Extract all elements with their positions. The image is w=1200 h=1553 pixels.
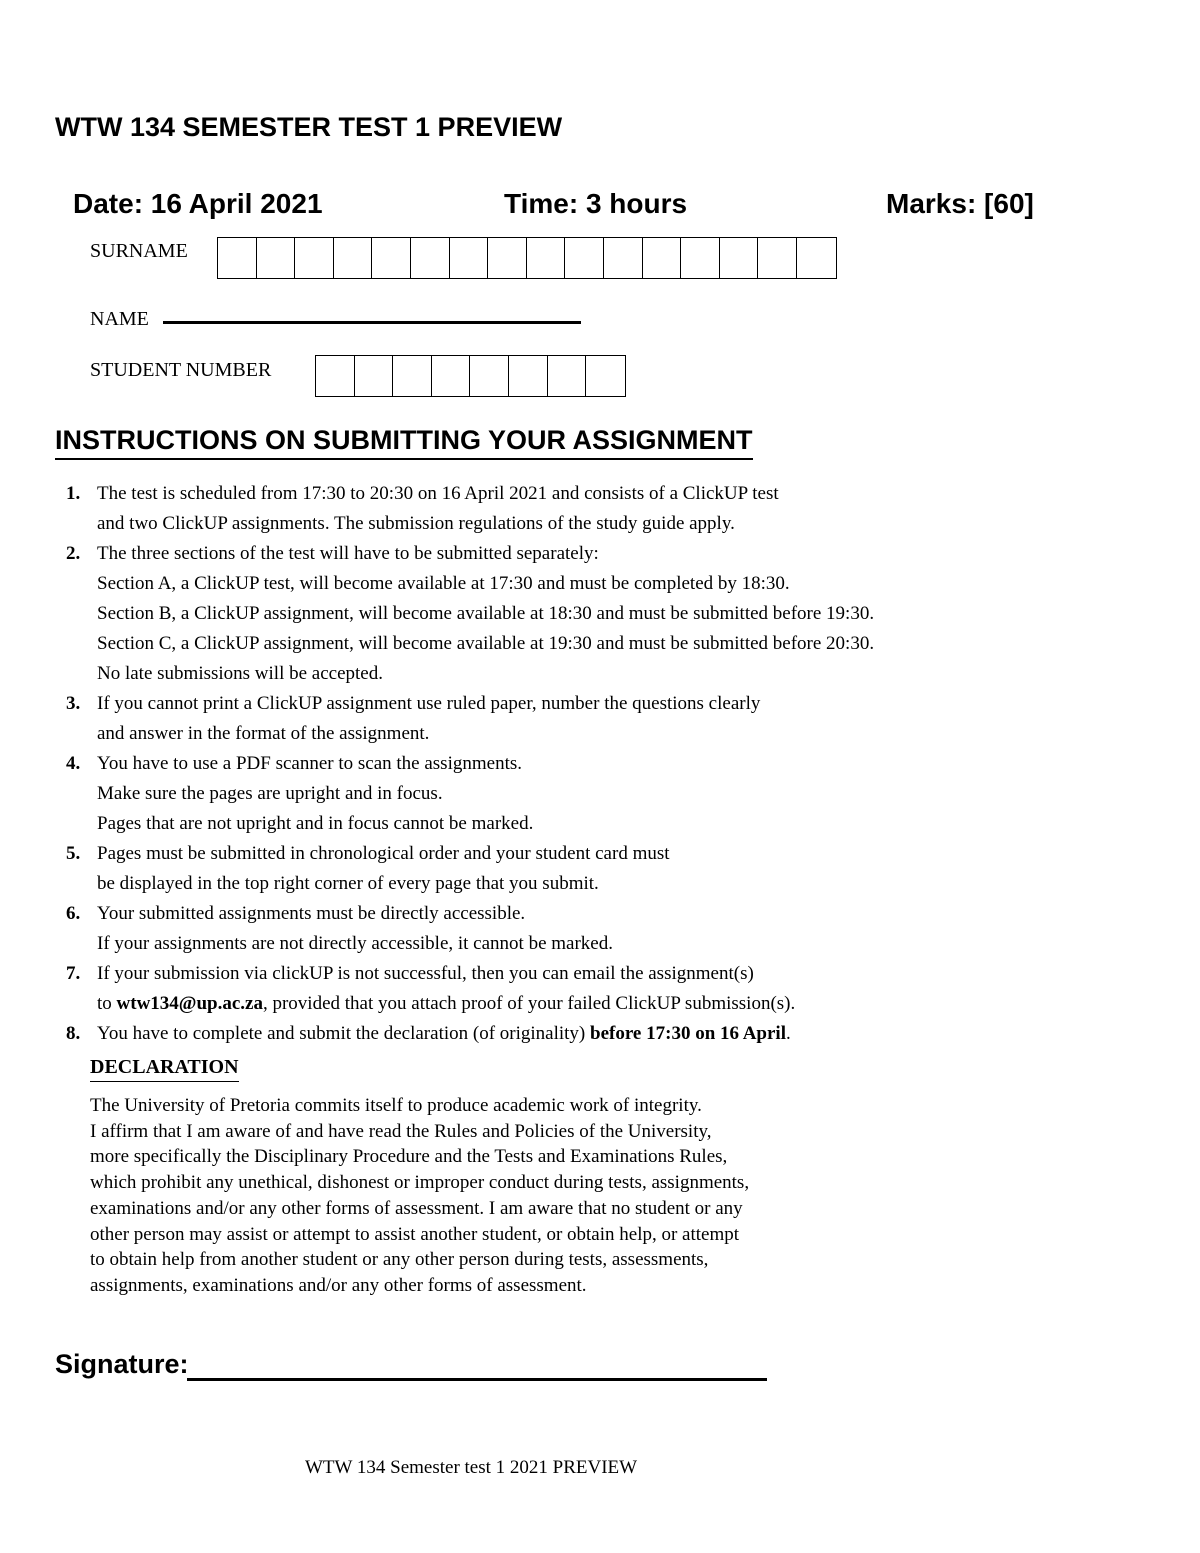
instruction-line: If your submission via clickUP is not successful, then you can email the assignment(s) <box>97 963 754 984</box>
instruction-number: 8. <box>66 1023 81 1044</box>
declaration-line: other person may assist or attempt to assist another student, or obtain help, or attempt <box>90 1223 740 1245</box>
instruction-line: Section C, a ClickUP assignment, will become available at 19:30 and must be submitted before 20:30. <box>97 633 875 654</box>
surname-char-box[interactable] <box>758 238 797 278</box>
declaration-line: which prohibit any unethical, dishonest or improper conduct during tests, assignments, <box>90 1172 750 1194</box>
page-title: WTW 134 SEMESTER TEST 1 PREVIEW <box>55 112 563 142</box>
declaration-heading: DECLARATION <box>90 1056 239 1082</box>
surname-char-box[interactable] <box>295 238 334 278</box>
declaration-line: to obtain help from another student or any other person during tests, assessments, <box>90 1249 709 1271</box>
student-number-digit-box[interactable] <box>509 356 548 396</box>
instruction-line: Your submitted assignments must be directly accessible. <box>97 903 526 924</box>
instruction-number: 5. <box>66 843 81 864</box>
student-number-digit-box[interactable] <box>355 356 394 396</box>
emphasis-text: before 17:30 on 16 April <box>590 1023 786 1044</box>
instruction-line: and answer in the format of the assignment. <box>97 723 430 744</box>
surname-input-boxes[interactable] <box>217 237 837 279</box>
instruction-line: You have to use a PDF scanner to scan the assignments. <box>97 753 522 774</box>
instruction-line: Section A, a ClickUP test, will become available at 17:30 and must be completed by 18:30. <box>97 573 790 594</box>
instruction-line: be displayed in the top right corner of every page that you submit. <box>97 873 599 894</box>
instruction-line: If your assignments are not directly accessible, it cannot be marked. <box>97 933 613 954</box>
student-number-label: STUDENT NUMBER <box>90 359 272 381</box>
surname-label: SURNAME <box>90 240 188 262</box>
surname-char-box[interactable] <box>565 238 604 278</box>
surname-char-box[interactable] <box>681 238 720 278</box>
surname-char-box[interactable] <box>450 238 489 278</box>
instruction-line: You have to complete and submit the declaration (of originality) before 17:30 on 16 April. <box>97 1023 791 1044</box>
surname-char-box[interactable] <box>257 238 296 278</box>
instruction-item <box>66 1019 1066 1049</box>
instruction-line: The test is scheduled from 17:30 to 20:30 on 16 April 2021 and consists of a ClickUP test <box>97 483 779 504</box>
total-marks: Marks: [60] <box>886 188 1034 219</box>
surname-char-box[interactable] <box>643 238 682 278</box>
declaration-line: I affirm that I am aware of and have read the Rules and Policies of the University, <box>90 1120 712 1142</box>
student-number-digit-box[interactable] <box>393 356 432 396</box>
surname-char-box[interactable] <box>411 238 450 278</box>
instructions-heading: INSTRUCTIONS ON SUBMITTING YOUR ASSIGNMENT <box>55 425 753 460</box>
instruction-number: 7. <box>66 963 81 984</box>
instruction-line: No late submissions will be accepted. <box>97 663 383 684</box>
surname-char-box[interactable] <box>218 238 257 278</box>
instruction-number: 4. <box>66 753 81 774</box>
emphasis-text: wtw134@up.ac.za <box>116 993 263 1014</box>
student-number-digit-box[interactable] <box>548 356 587 396</box>
page-footer: WTW 134 Semester test 1 2021 PREVIEW <box>305 1457 638 1478</box>
instruction-line: Pages must be submitted in chronological order and your student card must <box>97 843 670 864</box>
student-number-digit-box[interactable] <box>316 356 355 396</box>
declaration-line: more specifically the Disciplinary Procedure and the Tests and Examinations Rules, <box>90 1146 728 1168</box>
test-date: Date: 16 April 2021 <box>73 188 323 219</box>
student-number-digit-box[interactable] <box>432 356 471 396</box>
surname-char-box[interactable] <box>604 238 643 278</box>
surname-char-box[interactable] <box>720 238 759 278</box>
instruction-line: If you cannot print a ClickUP assignment use ruled paper, number the questions clearly <box>97 693 761 714</box>
instruction-line: to wtw134@up.ac.za, provided that you attach proof of your failed ClickUP submission(s). <box>97 993 796 1014</box>
instruction-item <box>66 959 1066 1019</box>
instruction-number: 6. <box>66 903 81 924</box>
surname-char-box[interactable] <box>527 238 566 278</box>
instruction-number: 2. <box>66 543 81 564</box>
declaration-line: assignments, examinations and/or any other forms of assessment. <box>90 1274 587 1296</box>
instruction-line: Pages that are not upright and in focus cannot be marked. <box>97 813 534 834</box>
surname-char-box[interactable] <box>797 238 836 278</box>
student-number-digit-box[interactable] <box>586 356 625 396</box>
surname-char-box[interactable] <box>334 238 373 278</box>
instruction-item <box>66 749 1066 839</box>
signature-line[interactable] <box>187 1378 767 1381</box>
surname-char-box[interactable] <box>488 238 527 278</box>
signature-label: Signature: <box>55 1349 189 1379</box>
instruction-number: 1. <box>66 483 81 504</box>
instruction-line: Section B, a ClickUP assignment, will become available at 18:30 and must be submitted before 19:30. <box>97 603 875 624</box>
surname-char-box[interactable] <box>372 238 411 278</box>
declaration-line: The University of Pretoria commits itself to produce academic work of integrity. <box>90 1095 702 1116</box>
instruction-item <box>66 689 1066 749</box>
name-input-line[interactable] <box>163 321 581 324</box>
instruction-item <box>66 839 1066 899</box>
instruction-number: 3. <box>66 693 81 714</box>
instruction-line: and two ClickUP assignments. The submission regulations of the study guide apply. <box>97 513 735 534</box>
name-label: NAME <box>90 308 149 330</box>
instruction-line: The three sections of the test will have to be submitted separately: <box>97 543 599 564</box>
instruction-line: Make sure the pages are upright and in focus. <box>97 783 443 804</box>
instruction-item <box>66 899 1066 959</box>
instruction-item <box>66 479 1066 539</box>
instructions-list <box>66 479 1066 1049</box>
instruction-item <box>66 539 1066 689</box>
student-number-input-boxes[interactable] <box>315 355 626 397</box>
declaration-line: examinations and/or any other forms of assessment. I am aware that no student or any <box>90 1197 743 1219</box>
student-number-digit-box[interactable] <box>470 356 509 396</box>
test-duration: Time: 3 hours <box>504 188 688 219</box>
declaration-text <box>90 1093 749 1299</box>
